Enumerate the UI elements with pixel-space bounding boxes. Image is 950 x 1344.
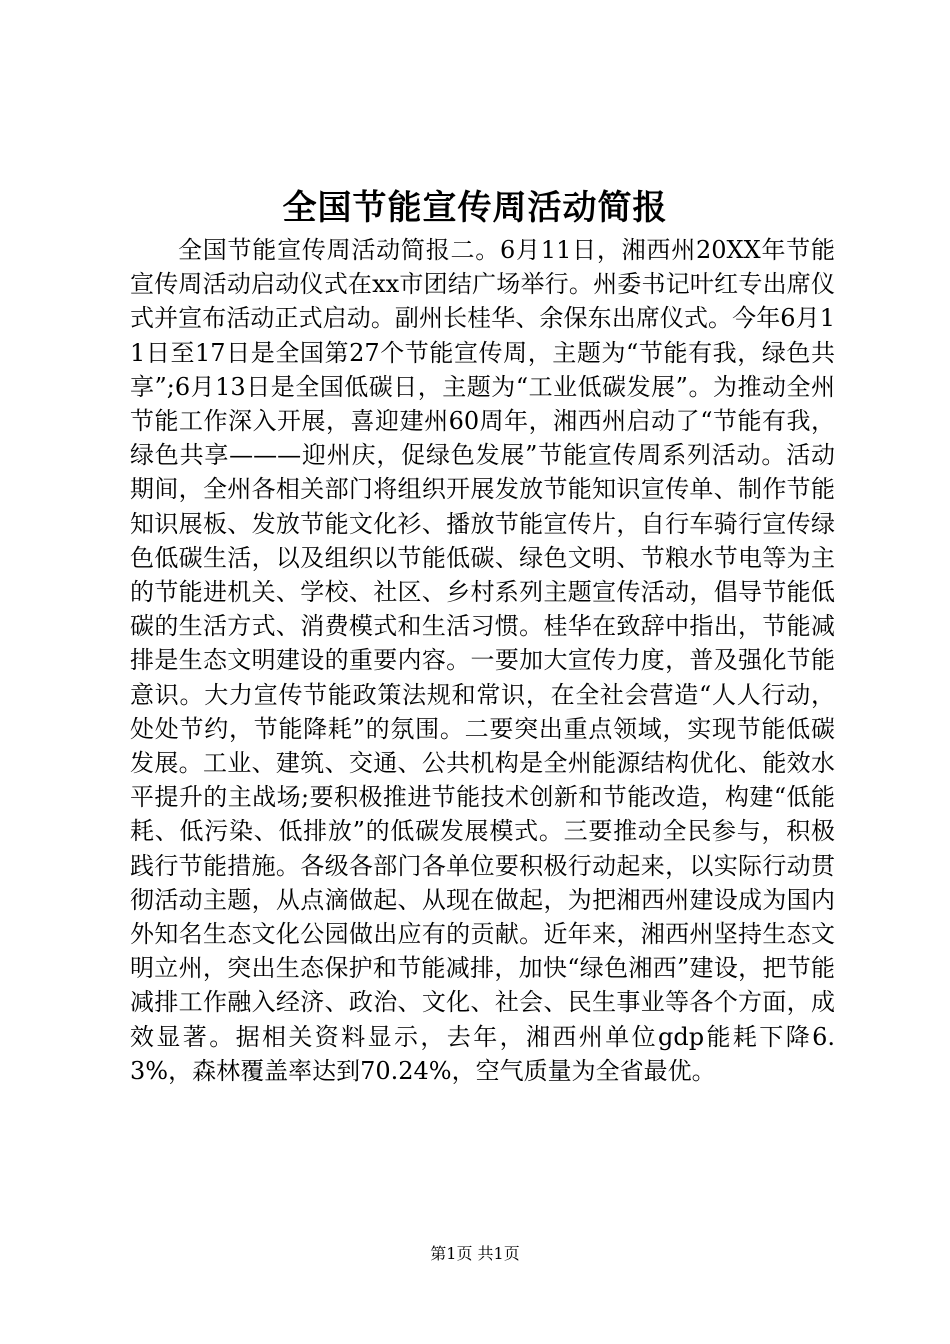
document-body-paragraph: 全国节能宣传周活动简报二。6月11日，湘西州20XX年节能宣传周活动启动仪式在xx市团结广场举行。州委书记叶红专出席仪式并宣布活动正式启动。副州长桂华、余保东出席仪式。今年6月11日至17日是全国第27个节能宣传周，主题为“节能有我，绿色共享”;6月13日是全国低碳日，主题为“工业低碳发展”。为推动全州节能工作深入开展，喜迎建州60周年，湘西州启动了“节能有我，绿色共享———迎州庆，促绿色发展”节能宣传周系列活动。活动期间，全州各相关部门将组织开展发放节能知识宣传单、制作节能知识展板、发放节能文化衫、播放节能宣传片，自行车骑行宣传绿色低碳生活，以及组织以节能低碳、绿色文明、节粮水节电等为主的节能进机关、学校、社区、乡村系列主题宣传活动，倡导节能低碳的生活方式、消费模式和生活习惯。桂华在致辞中指出，节能减排是生态文明建设的重要内容。一要加大宣传力度，普及强化节能意识。大力宣传节能政策法规和常识，在全社会营造“人人行动，处处节约，节能降耗”的氛围。二要突出重点领域，实现节能低碳发展。工业、建筑、交通、公共机构是全州能源结构优化、能效水平提升的主战场;要积极推进节能技术创新和节能改造，构建“低能耗、低污染、低排放”的低碳发展模式。三要推动全民参与，积极践行节能措施。各级各部门各单位要积极行动起来，以实际行动贯彻活动主题，从点滴做起、从现在做起，为把湘西州建设成为国内外知名生态文化公园做出应有的贡献。近年来，湘西州坚持生态文明立州，突出生态保护和节能减排，加快“绿色湘西”建设，把节能减排工作融入经济、政治、文化、社会、民生事业等各个方面，成效显著。据相关资料显示，去年，湘西州单位gdp能耗下降6.3%，森林覆盖率达到70.24%，空气质量为全省最优。 bbox=[130, 236, 835, 1085]
document-title: 全国节能宣传周活动简报 bbox=[282, 188, 668, 228]
page-number-footer: 第1页 共1页 bbox=[430, 1244, 520, 1263]
